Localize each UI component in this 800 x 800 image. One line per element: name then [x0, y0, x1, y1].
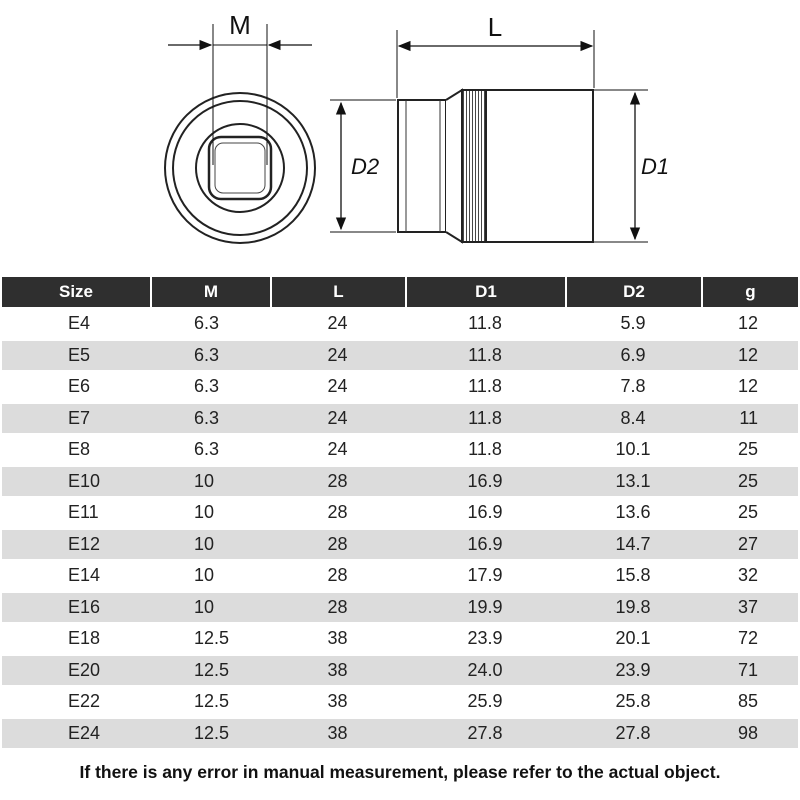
l-dimension [397, 12, 594, 98]
table-row [2, 687, 798, 717]
d2-label: D2 [350, 154, 380, 179]
table-row [2, 498, 798, 528]
cell-d2: 10.1 [565, 435, 701, 465]
cell-l: 38 [270, 719, 405, 749]
socket-dimension-diagram [0, 0, 800, 270]
cell-d1: 16.9 [405, 498, 565, 528]
header-m: M [150, 277, 270, 307]
cell-l: 24 [270, 372, 405, 402]
cell-l: 28 [270, 593, 405, 623]
cell-m: 12.5 [150, 656, 270, 686]
knurl-band [462, 90, 486, 242]
cell-size: E8 [2, 435, 150, 465]
cell-g: 32 [701, 561, 798, 591]
cell-d2: 6.9 [565, 341, 701, 371]
cell-size: E14 [2, 561, 150, 591]
header-size: Size [2, 277, 150, 307]
cell-g: 37 [701, 593, 798, 623]
cell-l: 28 [270, 561, 405, 591]
cell-g: 98 [701, 719, 798, 749]
table-row [2, 656, 798, 686]
cell-g: 72 [701, 624, 798, 654]
cell-d1: 17.9 [405, 561, 565, 591]
cell-d2: 8.4 [565, 404, 701, 434]
cell-g: 12 [701, 309, 798, 339]
table-row [2, 341, 798, 371]
socket-side-view [398, 90, 593, 242]
cell-size: E6 [2, 372, 150, 402]
footnote: If there is any error in manual measurement, please refer to the actual object. [79, 762, 721, 782]
table-row [2, 719, 798, 749]
cell-l: 28 [270, 530, 405, 560]
cell-size: E12 [2, 530, 150, 560]
cell-m: 12.5 [150, 624, 270, 654]
cell-g: 27 [701, 530, 798, 560]
cell-d2: 13.1 [565, 467, 701, 497]
cell-m: 6.3 [150, 404, 270, 434]
table-row [2, 530, 798, 560]
cell-d2: 27.8 [565, 719, 701, 749]
table-header-row [2, 277, 798, 307]
table-row [2, 372, 798, 402]
table-row [2, 561, 798, 591]
header-g: g [701, 277, 798, 307]
cell-d2: 15.8 [565, 561, 701, 591]
cell-d1: 16.9 [405, 467, 565, 497]
table-row [2, 435, 798, 465]
cell-m: 12.5 [150, 719, 270, 749]
cell-d2: 23.9 [565, 656, 701, 686]
cell-size: E4 [2, 309, 150, 339]
cell-g: 11 [701, 404, 798, 434]
cell-size: E16 [2, 593, 150, 623]
cell-d2: 19.8 [565, 593, 701, 623]
cell-l: 28 [270, 498, 405, 528]
d2-dimension [330, 100, 396, 232]
cell-size: E11 [2, 498, 150, 528]
l-label: L [487, 12, 503, 42]
cell-l: 28 [270, 467, 405, 497]
cell-l: 24 [270, 404, 405, 434]
socket-end-view [165, 93, 315, 243]
cell-m: 6.3 [150, 309, 270, 339]
cell-d1: 11.8 [405, 404, 565, 434]
cell-m: 6.3 [150, 372, 270, 402]
cell-d1: 23.9 [405, 624, 565, 654]
cell-g: 25 [701, 467, 798, 497]
table-row [2, 404, 798, 434]
cell-l: 38 [270, 656, 405, 686]
header-d1: D1 [405, 277, 565, 307]
d1-dimension [594, 90, 669, 242]
cell-m: 10 [150, 467, 270, 497]
table-row [2, 624, 798, 654]
cell-size: E18 [2, 624, 150, 654]
cell-m: 6.3 [150, 341, 270, 371]
cell-size: E22 [2, 687, 150, 717]
cell-d2: 14.7 [565, 530, 701, 560]
table-row [2, 467, 798, 497]
cell-m: 10 [150, 593, 270, 623]
cell-g: 25 [701, 435, 798, 465]
table-row [2, 309, 798, 339]
cell-l: 24 [270, 309, 405, 339]
cell-g: 71 [701, 656, 798, 686]
cell-g: 12 [701, 372, 798, 402]
m-label: M [229, 10, 251, 40]
cell-d1: 11.8 [405, 372, 565, 402]
cell-size: E7 [2, 404, 150, 434]
cell-size: E20 [2, 656, 150, 686]
cell-d1: 24.0 [405, 656, 565, 686]
cell-d1: 11.8 [405, 341, 565, 371]
cell-m: 12.5 [150, 687, 270, 717]
cell-l: 38 [270, 687, 405, 717]
cell-d1: 16.9 [405, 530, 565, 560]
header-d2: D2 [565, 277, 701, 307]
cell-d2: 13.6 [565, 498, 701, 528]
header-l: L [270, 277, 405, 307]
cell-d2: 25.8 [565, 687, 701, 717]
cell-size: E10 [2, 467, 150, 497]
cell-l: 24 [270, 435, 405, 465]
cell-d2: 7.8 [565, 372, 701, 402]
table-row [2, 593, 798, 623]
cell-d1: 25.9 [405, 687, 565, 717]
cell-g: 25 [701, 498, 798, 528]
cell-d1: 27.8 [405, 719, 565, 749]
cell-m: 10 [150, 561, 270, 591]
cell-m: 6.3 [150, 435, 270, 465]
cell-d2: 20.1 [565, 624, 701, 654]
cell-size: E24 [2, 719, 150, 749]
d1-label: D1 [640, 154, 670, 179]
cell-l: 24 [270, 341, 405, 371]
cell-m: 10 [150, 498, 270, 528]
cell-d1: 19.9 [405, 593, 565, 623]
cell-d1: 11.8 [405, 309, 565, 339]
cell-size: E5 [2, 341, 150, 371]
cell-d2: 5.9 [565, 309, 701, 339]
cell-d1: 11.8 [405, 435, 565, 465]
cell-m: 10 [150, 530, 270, 560]
cell-g: 85 [701, 687, 798, 717]
socket-spec-table [2, 275, 798, 750]
cell-l: 38 [270, 624, 405, 654]
cell-g: 12 [701, 341, 798, 371]
